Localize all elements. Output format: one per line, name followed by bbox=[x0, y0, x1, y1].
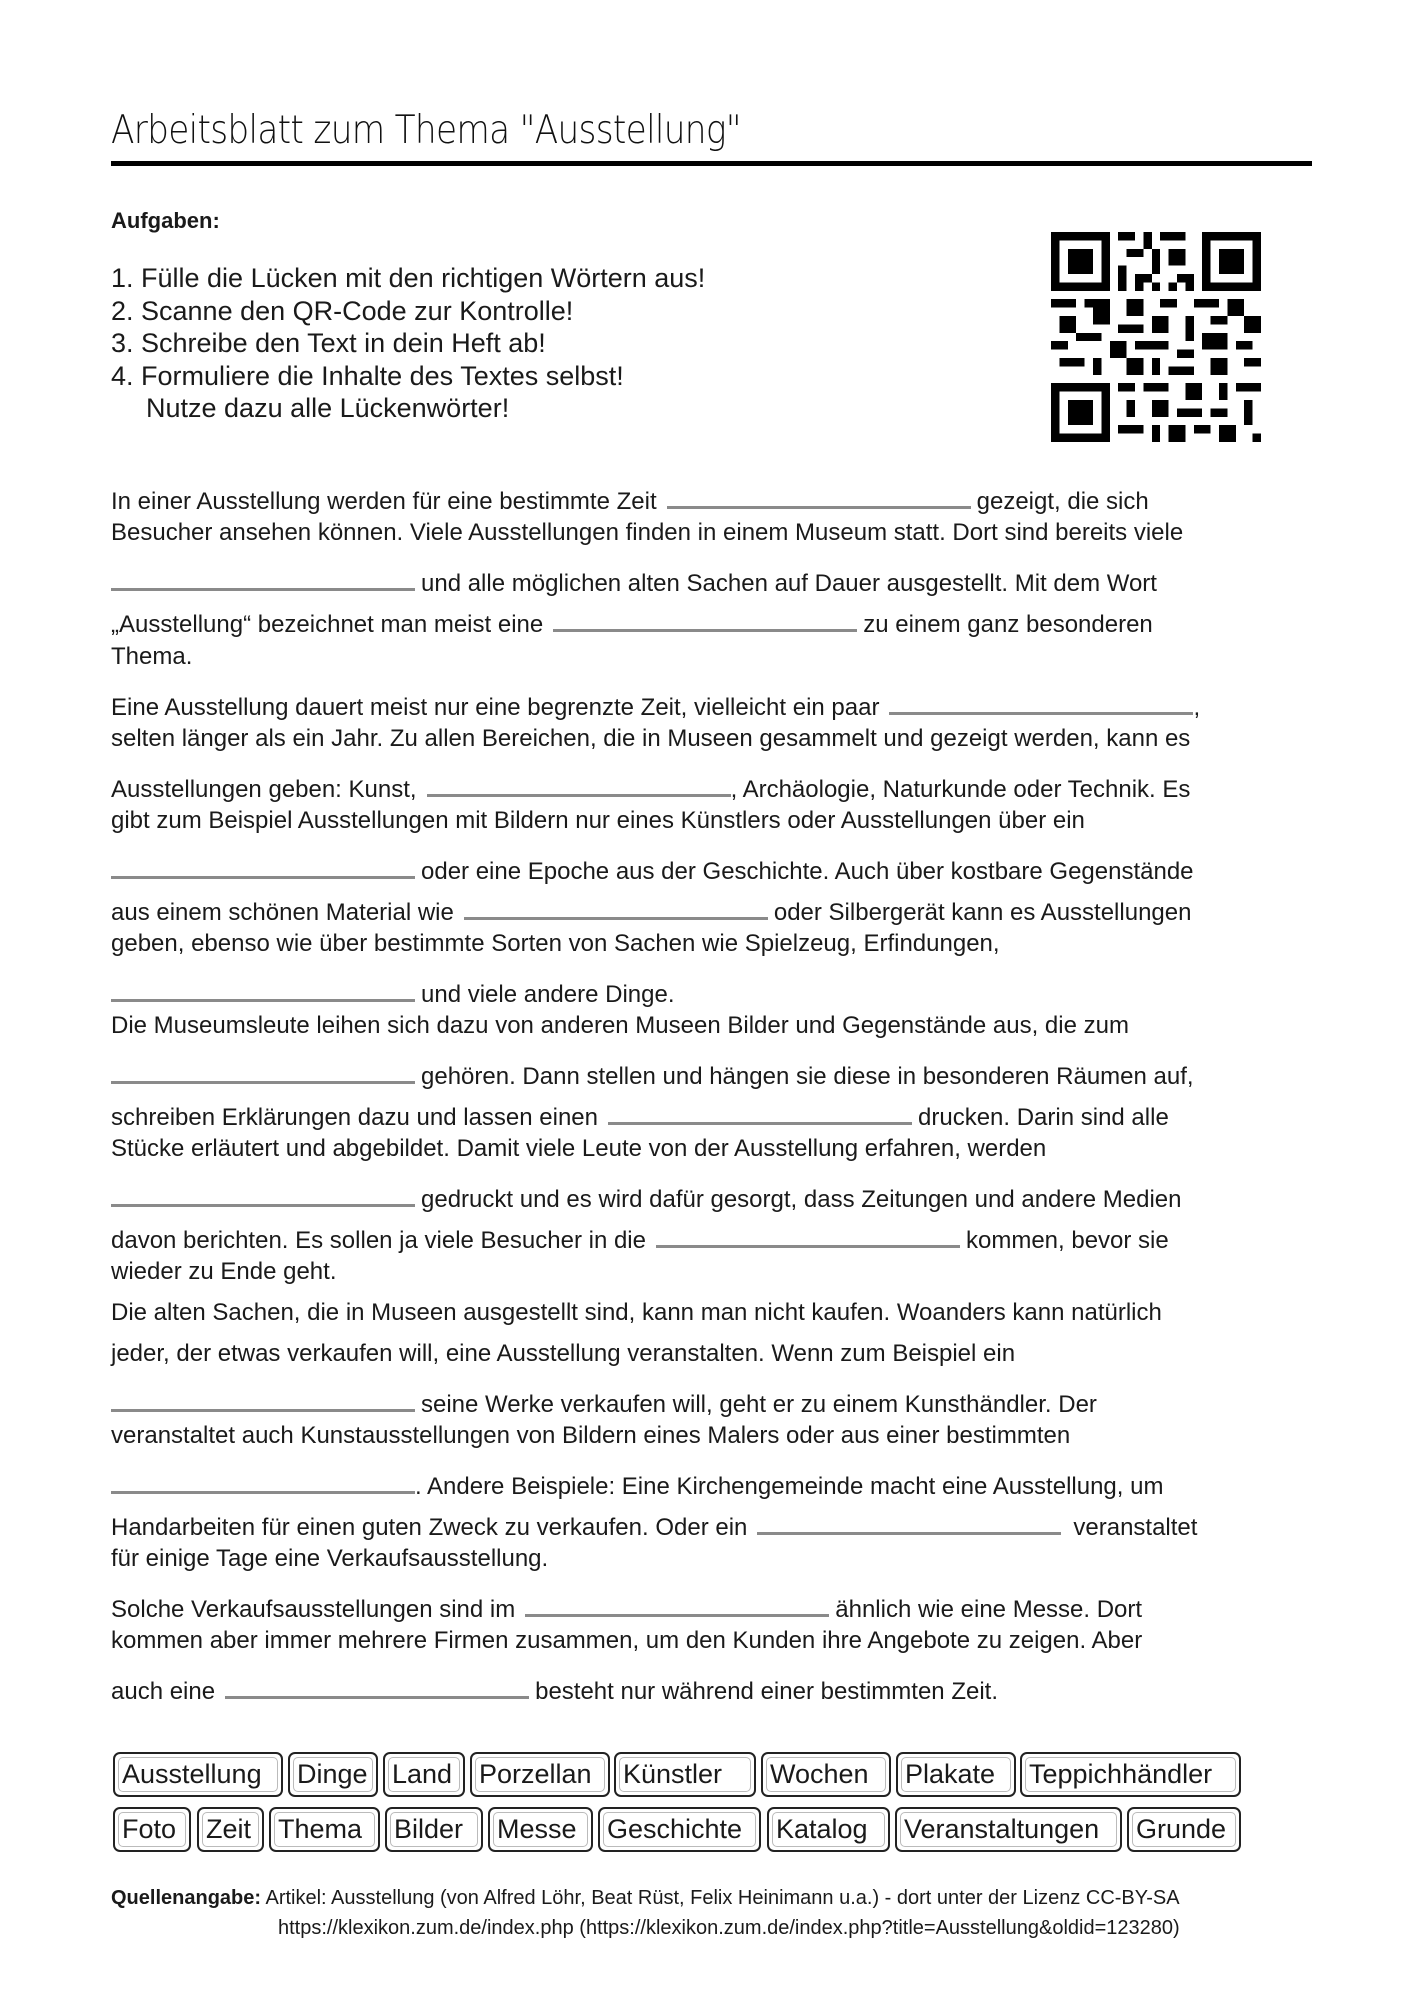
text-line: seine Werke verkaufen will, geht er zu einem Kunsthändler. Der bbox=[111, 1381, 1097, 1419]
blank-field[interactable] bbox=[111, 1176, 415, 1207]
text-line: geben, ebenso wie über bestimmte Sorten von Sachen wie Spielzeug, Erfindungen, bbox=[111, 930, 1000, 957]
task-item: 4. Formuliere die Inhalte des Textes selbst! bbox=[111, 360, 624, 391]
blank-field[interactable] bbox=[757, 1504, 1061, 1535]
text-line: selten länger als ein Jahr. Zu allen Bereichen, die in Museen gesammelt und gezeigt werden, kann es bbox=[111, 725, 1191, 752]
word-chip[interactable]: Foto bbox=[113, 1807, 191, 1852]
word-chip[interactable]: Zeit bbox=[197, 1807, 264, 1852]
word-chip[interactable]: Ausstellung bbox=[113, 1752, 283, 1797]
blank-field[interactable] bbox=[889, 684, 1193, 715]
tasks-heading: Aufgaben: bbox=[111, 208, 220, 233]
text-line: Eine Ausstellung dauert meist nur eine begrenzte Zeit, vielleicht ein paar , bbox=[111, 684, 1200, 722]
text-line: Die alten Sachen, die in Museen ausgestellt sind, kann man nicht kaufen. Woanders kann natürlich bbox=[111, 1299, 1162, 1326]
text-line: gedruckt und es wird dafür gesorgt, dass Zeitungen und andere Medien bbox=[111, 1176, 1181, 1214]
word-chip[interactable]: Dinge bbox=[288, 1752, 378, 1797]
word-chip[interactable]: Grunde bbox=[1127, 1807, 1241, 1852]
task-list bbox=[111, 262, 705, 425]
qr-code-icon[interactable] bbox=[1051, 232, 1261, 442]
text-line: Ausstellungen geben: Kunst, , Archäologie, Naturkunde oder Technik. Es bbox=[111, 766, 1190, 804]
text-line: „Ausstellung“ bezeichnet man meist eine zu einem ganz besonderen bbox=[111, 601, 1153, 639]
source-citation bbox=[111, 1883, 1180, 1943]
text-line: Die Museumsleute leihen sich dazu von anderen Museen Bilder und Gegenstände aus, die zum bbox=[111, 1012, 1129, 1039]
blank-field[interactable] bbox=[656, 1217, 960, 1248]
text-line: und alle möglichen alten Sachen auf Dauer ausgestellt. Mit dem Wort bbox=[111, 560, 1157, 598]
word-chip[interactable]: Teppichhändler bbox=[1020, 1752, 1241, 1797]
word-chip[interactable]: Messe bbox=[488, 1807, 593, 1852]
text-line: gehören. Dann stellen und hängen sie diese in besonderen Räumen auf, bbox=[111, 1053, 1194, 1091]
word-chip[interactable]: Bilder bbox=[385, 1807, 483, 1852]
text-line: In einer Ausstellung werden für eine bestimmte Zeit gezeigt, die sich bbox=[111, 478, 1149, 516]
task-item: 3. Schreibe den Text in dein Heft ab! bbox=[111, 328, 546, 358]
text-line: und viele andere Dinge. bbox=[111, 971, 675, 1009]
word-chip[interactable]: Plakate bbox=[896, 1752, 1016, 1797]
word-chip[interactable]: Veranstaltungen bbox=[895, 1807, 1122, 1852]
blank-field[interactable] bbox=[111, 848, 415, 879]
text-line: Besucher ansehen können. Viele Ausstellungen finden in einem Museum statt. Dort sind bereits viele bbox=[111, 519, 1184, 546]
text-line: schreiben Erklärungen dazu und lassen einen drucken. Darin sind alle bbox=[111, 1094, 1169, 1132]
task-item: Nutze dazu alle Lückenwörter! bbox=[146, 393, 510, 423]
text-line: wieder zu Ende geht. bbox=[111, 1258, 337, 1285]
blank-field[interactable] bbox=[608, 1094, 912, 1125]
word-chip[interactable]: Künstler bbox=[614, 1752, 756, 1797]
blank-field[interactable] bbox=[553, 601, 857, 632]
word-chip[interactable]: Thema bbox=[269, 1807, 380, 1852]
text-line: auch eine besteht nur während einer bestimmten Zeit. bbox=[111, 1668, 998, 1706]
text-line: Stücke erläutert und abgebildet. Damit viele Leute von der Ausstellung erfahren, werden bbox=[111, 1135, 1047, 1162]
text-line: oder eine Epoche aus der Geschichte. Auch über kostbare Gegenstände bbox=[111, 848, 1194, 886]
blank-field[interactable] bbox=[111, 1053, 415, 1084]
text-line: Thema. bbox=[111, 643, 193, 670]
word-chip[interactable]: Katalog bbox=[767, 1807, 890, 1852]
word-chip[interactable]: Land bbox=[383, 1752, 465, 1797]
word-chip[interactable]: Wochen bbox=[761, 1752, 891, 1797]
title-rule bbox=[111, 161, 1312, 166]
text-line: Handarbeiten für einen guten Zweck zu verkaufen. Oder ein veranstaltet bbox=[111, 1504, 1197, 1542]
text-line: aus einem schönen Material wie oder Silbergerät kann es Ausstellungen bbox=[111, 889, 1191, 927]
text-line: veranstaltet auch Kunstausstellungen von Bildern eines Malers oder aus einer bestimmten bbox=[111, 1422, 1071, 1449]
blank-field[interactable] bbox=[111, 1381, 415, 1412]
blank-field[interactable] bbox=[427, 766, 731, 797]
text-line: für einige Tage eine Verkaufsausstellung. bbox=[111, 1545, 549, 1572]
text-line: . Andere Beispiele: Eine Kirchengemeinde macht eine Ausstellung, um bbox=[111, 1463, 1163, 1501]
text-line: davon berichten. Es sollen ja viele Besucher in die kommen, bevor sie bbox=[111, 1217, 1169, 1255]
task-item: 1. Fülle die Lücken mit den richtigen Wörtern aus! bbox=[111, 263, 706, 293]
blank-field[interactable] bbox=[225, 1668, 529, 1699]
source-label: Quellenangabe: bbox=[111, 1887, 262, 1909]
task-item: 2. Scanne den QR-Code zur Kontrolle! bbox=[111, 295, 574, 326]
blank-field[interactable] bbox=[111, 1463, 415, 1494]
word-chip[interactable]: Porzellan bbox=[470, 1752, 610, 1797]
text-line: jeder, der etwas verkaufen will, eine Ausstellung veranstalten. Wenn zum Beispiel ein bbox=[111, 1340, 1016, 1367]
blank-field[interactable] bbox=[111, 560, 415, 591]
text-line: Solche Verkaufsausstellungen sind im ähnlich wie eine Messe. Dort bbox=[111, 1586, 1142, 1624]
source-url[interactable]: https://klexikon.zum.de/index.php (https://klexikon.zum.de/index.php?title=Ausstellung&oldid=123280) bbox=[278, 1917, 1180, 1939]
blank-field[interactable] bbox=[464, 889, 768, 920]
blank-field[interactable] bbox=[111, 971, 415, 1002]
source-text: Artikel: Ausstellung (von Alfred Löhr, Beat Rüst, Felix Heinimann u.a.) - dort unter der Lizenz CC-BY-SA bbox=[265, 1887, 1180, 1909]
blank-field[interactable] bbox=[667, 478, 971, 509]
text-line: gibt zum Beispiel Ausstellungen mit Bildern nur eines Künstlers oder Ausstellungen über ein bbox=[111, 807, 1085, 834]
blank-field[interactable] bbox=[525, 1586, 829, 1617]
page-title: Arbeitsblatt zum Thema "Ausstellung" bbox=[111, 108, 741, 153]
word-chip[interactable]: Geschichte bbox=[598, 1807, 761, 1852]
text-line: kommen aber immer mehrere Firmen zusammen, um den Kunden ihre Angebote zu zeigen. Aber bbox=[111, 1627, 1143, 1654]
